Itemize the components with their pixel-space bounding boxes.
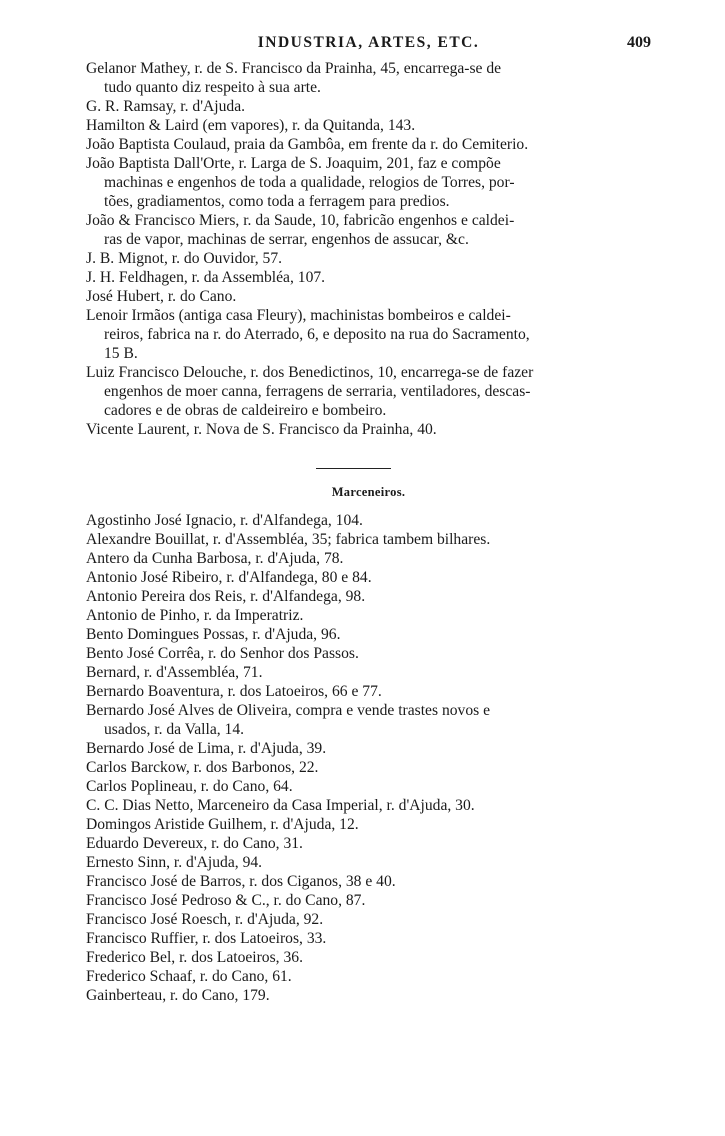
directory-entry-line: Carlos Barckow, r. dos Barbonos, 22. [86,759,319,776]
directory-entry-line: machinas e engenhos de toda a qualidade, relogios de Torres, por- [104,174,515,191]
directory-entry-line: Vicente Laurent, r. Nova de S. Francisco da Prainha, 40. [86,421,437,438]
directory-entry-line: Bernardo José de Lima, r. d'Ajuda, 39. [86,740,327,757]
directory-entry-line: C. C. Dias Netto, Marceneiro da Casa Imperial, r. d'Ajuda, 30. [86,797,475,814]
directory-entry-line: reiros, fabrica na r. do Aterrado, 6, e deposito na rua do Sacramento, [104,326,530,343]
directory-entry-line: tões, gradiamentos, como toda a ferragem para predios. [104,193,450,210]
directory-entry-line: Alexandre Bouillat, r. d'Assembléa, 35; fabrica tambem bilhares. [86,531,491,548]
directory-entry-line: J. H. Feldhagen, r. da Assembléa, 107. [86,269,326,286]
page-header [86,34,651,54]
directory-entry-line: ras de vapor, machinas de serrar, engenhos de assucar, &c. [104,231,469,248]
directory-entry-line: Ernesto Sinn, r. d'Ajuda, 94. [86,854,263,871]
directory-entry-line: Francisco José Pedroso & C., r. do Cano, 87. [86,892,366,909]
directory-entry-line: Bernardo José Alves de Oliveira, compra e vende trastes novos e [86,702,491,719]
directory-entry-line: 15 B. [104,345,138,362]
directory-entry-line: Bento Domingues Possas, r. d'Ajuda, 96. [86,626,341,643]
directory-entry-line: usados, r. da Valla, 14. [104,721,245,738]
directory-entry-line: Francisco José de Barros, r. dos Ciganos, 38 e 40. [86,873,396,890]
directory-entry-line: Frederico Schaaf, r. do Cano, 61. [86,968,292,985]
directory-entry-line: Hamilton & Laird (em vapores), r. da Quitanda, 143. [86,117,416,134]
directory-entry-line: Luiz Francisco Delouche, r. dos Benedictinos, 10, encarrega-se de fazer [86,364,534,381]
directory-entry-line: engenhos de moer canna, ferragens de serraria, ventiladores, descas- [104,383,531,400]
directory-entry-line: José Hubert, r. do Cano. [86,288,237,305]
directory-entry-line: Gainberteau, r. do Cano, 179. [86,987,270,1004]
directory-entry-line: Antero da Cunha Barbosa, r. d'Ajuda, 78. [86,550,344,567]
directory-entry-line: cadores e de obras de caldeireiro e bombeiro. [104,402,387,419]
directory-entry-line: Francisco Ruffier, r. dos Latoeiros, 33. [86,930,327,947]
directory-entry-line: G. R. Ramsay, r. d'Ajuda. [86,98,246,115]
directory-entry-line: Bernardo Boaventura, r. dos Latoeiros, 66 e 77. [86,683,382,700]
directory-entry-line: Lenoir Irmãos (antiga casa Fleury), machinistas bombeiros e caldei- [86,307,511,324]
running-title: INDUSTRIA, ARTES, ETC. [257,34,480,51]
section-divider [316,468,391,469]
directory-entry-line: Antonio José Ribeiro, r. d'Alfandega, 80 e 84. [86,569,372,586]
directory-entry-line: Domingos Aristide Guilhem, r. d'Ajuda, 12. [86,816,359,833]
directory-entry-line: Antonio Pereira dos Reis, r. d'Alfandega, 98. [86,588,366,605]
directory-entry-line: Agostinho José Ignacio, r. d'Alfandega, 104. [86,512,363,529]
directory-entry-line: Bernard, r. d'Assembléa, 71. [86,664,263,681]
machinists-list [86,59,654,439]
directory-entry-line: Frederico Bel, r. dos Latoeiros, 36. [86,949,303,966]
directory-entry-line: Carlos Poplineau, r. do Cano, 64. [86,778,293,795]
page-number: 409 [627,34,651,51]
directory-entry-line: João Baptista Dall'Orte, r. Larga de S. Joaquim, 201, faz e compõe [86,155,501,172]
directory-entry-line: Gelanor Mathey, r. de S. Francisco da Prainha, 45, encarrega-se de [86,60,502,77]
directory-entry-line: Antonio de Pinho, r. da Imperatriz. [86,607,304,624]
directory-entry-line: João Baptista Coulaud, praia da Gambôa, em frente da r. do Cemiterio. [86,136,529,153]
directory-entry-line: Francisco José Roesch, r. d'Ajuda, 92. [86,911,324,928]
directory-entry-line: tudo quanto diz respeito à sua arte. [104,79,321,96]
directory-entry-line: Bento José Corrêa, r. do Senhor dos Passos. [86,645,359,662]
directory-entry-line: J. B. Mignot, r. do Ouvidor, 57. [86,250,283,267]
marceneiros-list [86,511,654,1005]
directory-entry-line: João & Francisco Miers, r. da Saude, 10, fabricão engenhos e caldei- [86,212,515,229]
section-title-marceneiros: Marceneiros. [331,485,406,499]
directory-entry-line: Eduardo Devereux, r. do Cano, 31. [86,835,303,852]
